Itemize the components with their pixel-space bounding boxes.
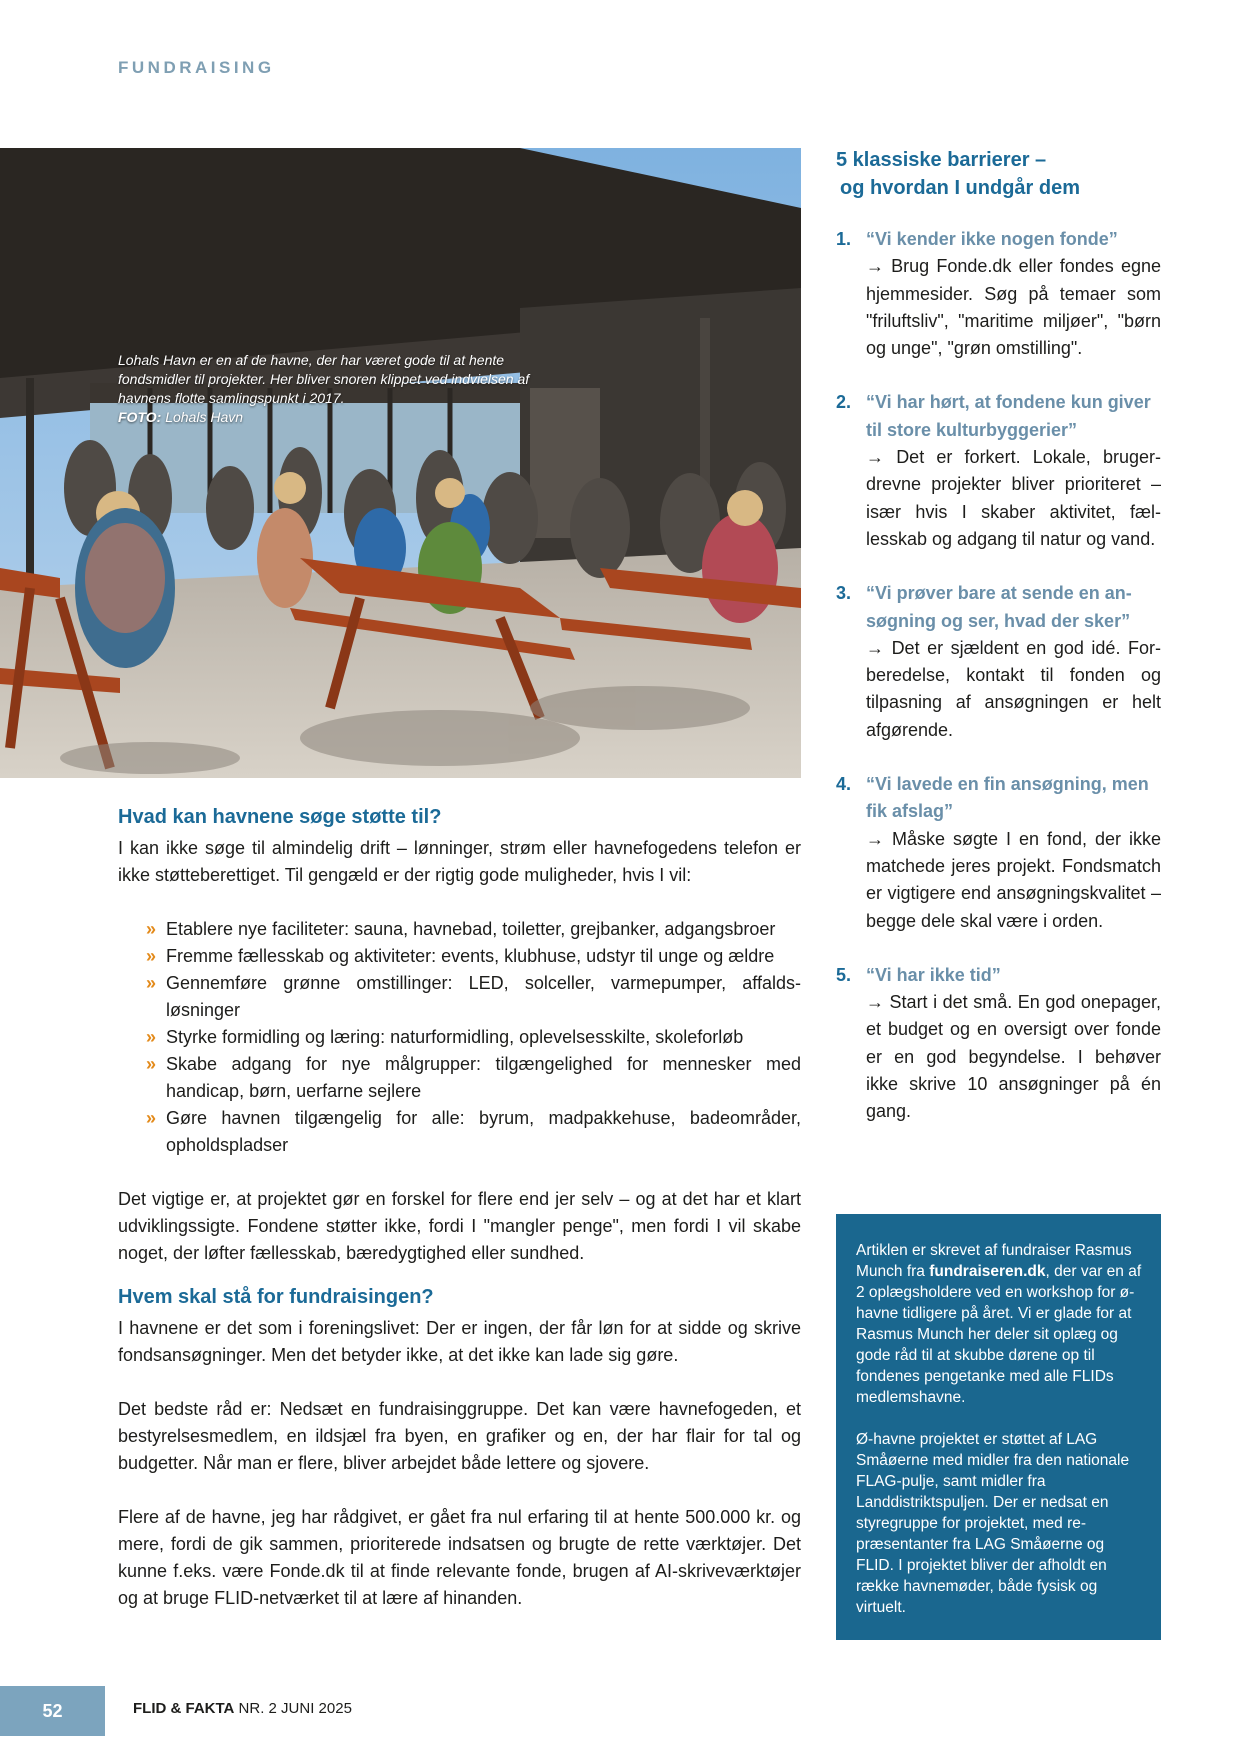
barrier-quote: “Vi lavede en fin ansøgning, men fik afslag”: [866, 774, 1149, 822]
arrow-right-icon: →: [866, 992, 884, 1013]
arrow-right-icon: →: [866, 256, 884, 277]
barrier-quote: “Vi har ikke tid”: [866, 964, 1001, 985]
paragraph-advice: Det bedste råd er: Nedsæt en fundraisinggruppe. Det kan være havnefogeden, et bestyrelsesmedlem, en ildsjæl fra byen, en grafiker og en, der har flair for tal og budgetter. Når man er flere, bliver arbejdet både lettere og sjovere.: [118, 1399, 801, 1473]
page-number: 52: [0, 1686, 105, 1736]
photo-caption: [118, 351, 578, 427]
barriers-sidebar: [836, 146, 1161, 1126]
barrier-item: [836, 580, 1161, 744]
list-item: » Gennemføre grønne omstillinger: LED, solceller, varmepumper, affaldsløsninger: [148, 970, 801, 1024]
photo-credit: Lohals Havn: [165, 409, 244, 425]
caption-text: Lohals Havn er en af de havne, der har været gode til at hente fondsmidler til projekter. Her bliver snoren klippet ved indvielsen af havnens flotte samlingspunkt i 2017.: [118, 352, 530, 406]
barrier-item: [836, 389, 1161, 553]
section-label: FUNDRAISING: [118, 58, 275, 77]
barrier-item: [836, 226, 1161, 362]
barrier-number: 2.: [836, 392, 852, 413]
infobox-author-paragraph: Artiklen er skrevet af fundraiser Rasmus Munch fra fundraiseren.dk, der var en af 2 oplægsholdere ved en workshop for ø-havne tidligere på året. Vi er glade for at Rasmus Munch her deler sit oplæg og gode råd til at skubbe dørene op til fondenes pengetanke med alle FLIDs medlemshavne.: [856, 1242, 1142, 1406]
support-list: [118, 916, 801, 1159]
arrow-right-icon: →: [866, 637, 884, 658]
paragraph-volunteers: I havnene er det som i foreningslivet: Der er ingen, der får løn for at sidde og skrive fondsansøgninger. Men det betyder ikke, at det ikke kan lade sig gøre.: [118, 1318, 801, 1365]
list-item: » Skabe adgang for nye målgrupper: tilgængelighed for mennesker med handicap, børn, uerfarne sejlere: [148, 1051, 801, 1105]
bullet-mark: »: [146, 1108, 157, 1128]
arrow-right-icon: →: [866, 447, 884, 468]
barrier-quote: “Vi prøver bare at sende en ansøgning og ser, hvad der sker”: [866, 583, 1132, 631]
heading-fundraising: Hvem skal stå for fundraisingen?: [118, 1286, 434, 1308]
barrier-number: 1.: [836, 229, 852, 249]
barrier-quote: “Vi har hørt, at fondene kun giver til store kulturbyggerier”: [866, 392, 1151, 440]
issue-info: NR. 2 JUNI 2025: [238, 1700, 352, 1717]
barrier-item: [836, 962, 1161, 1126]
bullet-mark: »: [146, 1027, 157, 1047]
paragraph-results: Flere af de havne, jeg har rådgivet, er gået fra nul erfaring til at hente 500.000 kr. og mere, fordi de gik sammen, prioriterede indsatsen og brugte de rette værktøjer. Det kunne f.eks. være Fonde.dk til at finde relevante fonde, brugen af AI-skriveværktøjer og at bruge FLID-netværket til at lære af hinanden.: [118, 1507, 801, 1608]
barrier-answer: → Det er sjældent en god idé. Forberedelse, kontakt til fonden og tilpasning af ansøgningen er helt afgørende.: [866, 637, 1161, 740]
barrier-number: 5.: [836, 964, 852, 985]
bullet-mark: »: [146, 946, 157, 966]
heading-support: Hvad kan havnene søge støtte til?: [118, 806, 442, 828]
barrier-answer: → Det er forkert. Lokale, brugerdrevne projekter bliver prioriteret – især hvis I skaber aktivitet, fællesskab og adgang til natur og vand.: [866, 447, 1161, 549]
list-item: » Fremme fællesskab og aktiviteter: events, klubhuse, udstyr til unge og ældre: [148, 943, 801, 970]
bullet-mark: »: [146, 1054, 157, 1074]
barrier-item: [836, 771, 1161, 935]
infobox-project-paragraph: Ø-havne projektet er støttet af LAG Småøerne med midler fra den nationale FLAG-pulje, samt midler fra Landdistriktspuljen. Der er nedsat en styregruppe for projektet, med repræsentanter fra LAG Småøerne og FLID. I projektet bliver der afholdt en række havnemøder, både fysisk og virtuelt.: [856, 1431, 1130, 1616]
arrow-right-icon: →: [866, 828, 884, 849]
barrier-number: 3.: [836, 583, 852, 604]
sidebar-title: 5 klassiske barrierer – og hvordan I undgår dem: [836, 149, 1081, 199]
list-item: » Styrke formidling og læring: naturformidling, oplevelsesskilte, skoleforløb: [148, 1024, 801, 1051]
paragraph-important: Det vigtige er, at projektet gør en forskel for flere end jer selv – og at det har et klart udviklingssigte. Fondene støtter ikke, fordi I "mangler penge", men fordi I vil skabe noget, der løfter fællesskab, bæredygtighed eller sundhed.: [118, 1189, 801, 1263]
fundraiseren-link[interactable]: fundraiseren.dk: [929, 1263, 1046, 1280]
photo-credit-label: FOTO:: [118, 409, 162, 425]
author-infobox: [836, 1214, 1161, 1640]
article-photo: [0, 148, 801, 778]
list-item: » Gøre havnen tilgængelig for alle: byrum, madpakkehuse, badeområder, opholdspladser: [148, 1105, 801, 1159]
barrier-answer: → Måske søgte I en fond, der ikke matchede jeres projekt. Fondsmatch er vigtigere end ansøgningskvalitet – begge dele skal være i orden.: [866, 828, 1161, 931]
main-article: [118, 803, 801, 1612]
list-item: » Etablere nye faciliteter: sauna, havnebad, toiletter, grejbanker, adgangsbroer: [148, 916, 801, 943]
barrier-number: 4.: [836, 774, 852, 795]
barrier-quote: “Vi kender ikke nogen fonde”: [866, 229, 1118, 249]
bullet-mark: »: [146, 919, 157, 939]
barrier-answer: → Brug Fonde.dk eller fondes egne hjemmesider. Søg på temaer som "friluftsliv", "maritime miljøer", "børn og unge", "grøn omstilling".: [866, 256, 1161, 359]
publication-name: FLID & FAKTA: [133, 1700, 235, 1717]
footer-publication: [133, 1700, 352, 1717]
photo-illustration: [0, 148, 801, 778]
bullet-mark: »: [146, 973, 157, 993]
paragraph-intro: I kan ikke søge til almindelig drift – lønninger, strøm eller havnefogedens telefon er ikke støtteberettiget. Til gengæld er der rigtig gode muligheder, hvis I vil:: [118, 838, 801, 885]
barrier-answer: → Start i det små. En god onepager, et budget og en oversigt over fonde er en god begyndelse. I behøver ikke skrive 10 ansøgninger på én gang.: [866, 992, 1161, 1122]
